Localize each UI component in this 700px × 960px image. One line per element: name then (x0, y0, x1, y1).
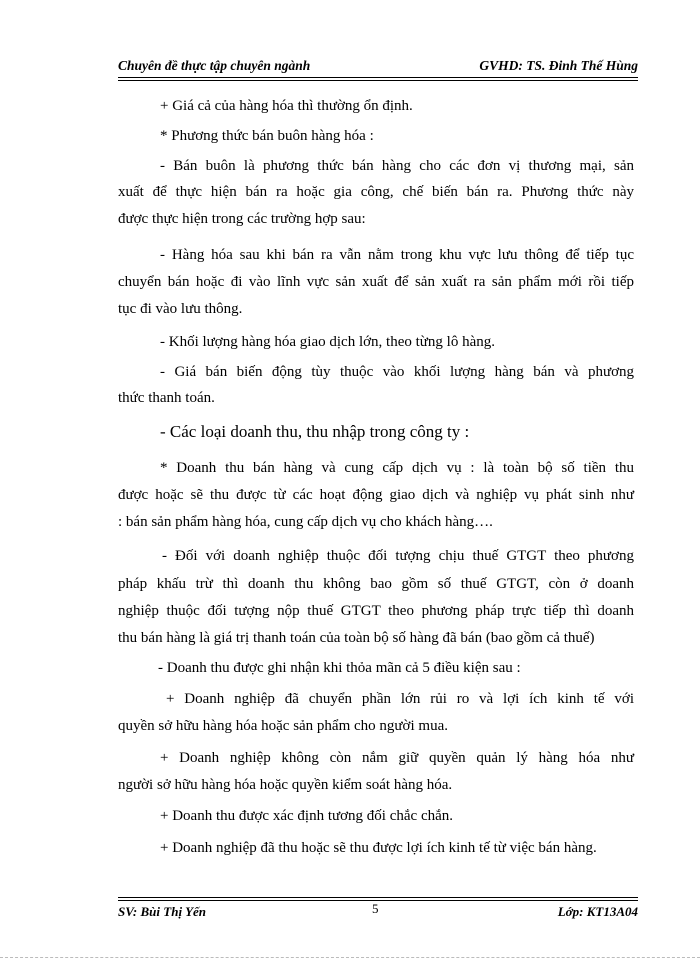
text-line: - Bán buôn là phương thức bán hàng cho các đơn vị thương mại, sản (160, 158, 634, 174)
text-line: xuất để thực hiện bán ra hoặc gia công, chế biến bán ra. Phương thức này (118, 184, 634, 200)
text-line: : bán sản phẩm hàng hóa, cung cấp dịch vụ cho khách hàng…. (118, 514, 493, 530)
text-line: người sở hữu hàng hóa hoặc quyền kiểm soát hàng hóa. (118, 777, 453, 793)
text-line: thức thanh toán. (118, 390, 215, 406)
text-line: được hoặc sẽ thu được từ các hoạt động giao dịch và nghiệp vụ phát sinh như (118, 487, 634, 503)
page-header (118, 58, 638, 74)
text-line: tục đi vào lưu thông. (118, 301, 243, 317)
text-line: - Đối với doanh nghiệp thuộc đối tượng chịu thuế GTGT theo phương (162, 548, 634, 564)
page-footer (118, 901, 638, 922)
text-line: * Doanh thu bán hàng và cung cấp dịch vụ : là toàn bộ số tiền thu (160, 460, 634, 476)
text-line: - Giá bán biến động tùy thuộc vào khối lượng hàng bán và phương (160, 364, 634, 380)
text-line: - Khối lượng hàng hóa giao dịch lớn, theo từng lô hàng. (160, 334, 495, 350)
text-line: * Phương thức bán buôn hàng hóa : (160, 128, 374, 144)
footer-class: Lớp: KT13A04 (557, 904, 638, 919)
text-line: pháp khấu trừ thì doanh thu không bao gồm số thuế GTGT, còn ở doanh (118, 576, 634, 592)
text-line: + Doanh nghiệp đã chuyển phần lớn rủi ro và lợi ích kinh tế với (166, 691, 634, 707)
text-line: + Doanh nghiệp đã thu hoặc sẽ thu được lợi ích kinh tế từ việc bán hàng. (160, 840, 597, 856)
text-line: + Giá cả của hàng hóa thì thường ổn định. (160, 98, 413, 114)
text-line: + Doanh thu được xác định tương đối chắc chắn. (160, 808, 454, 824)
text-line: nghiệp thuộc đối tượng nộp thuế GTGT theo phương pháp trực tiếp thì doanh (118, 603, 634, 619)
header-course-title: Chuyên đề thực tập chuyên ngành (118, 58, 311, 73)
text-line: chuyển bán hoặc đi vào lĩnh vực sản xuất để sản xuất ra sản phẩm mới rồi tiếp (118, 274, 634, 290)
text-line: quyền sở hữu hàng hóa hoặc sản phẩm cho người mua. (118, 718, 448, 734)
text-line: + Doanh nghiệp không còn nắm giữ quyền quản lý hàng hóa như (160, 750, 634, 766)
text-line: được thực hiện trong các trường hợp sau: (118, 211, 366, 227)
text-line: - Hàng hóa sau khi bán ra vẫn nằm trong khu vực lưu thông để tiếp tục (160, 247, 634, 263)
footer-student: SV: Bùi Thị Yến (118, 904, 207, 919)
footer-rule (118, 897, 638, 898)
header-rule-double (118, 80, 638, 81)
section-heading: - Các loại doanh thu, thu nhập trong công ty : (160, 422, 470, 441)
page-bottom-edge (0, 957, 700, 958)
text-line: thu bán hàng là giá trị thanh toán của toàn bộ số hàng đã bán (bao gồm cả thuế) (118, 630, 595, 646)
text-line: - Doanh thu được ghi nhận khi thỏa mãn cả 5 điều kiện sau : (158, 660, 521, 676)
page-number: 5 (372, 901, 379, 916)
header-rule (118, 77, 638, 78)
header-advisor: GVHD: TS. Đinh Thế Hùng (479, 58, 638, 73)
